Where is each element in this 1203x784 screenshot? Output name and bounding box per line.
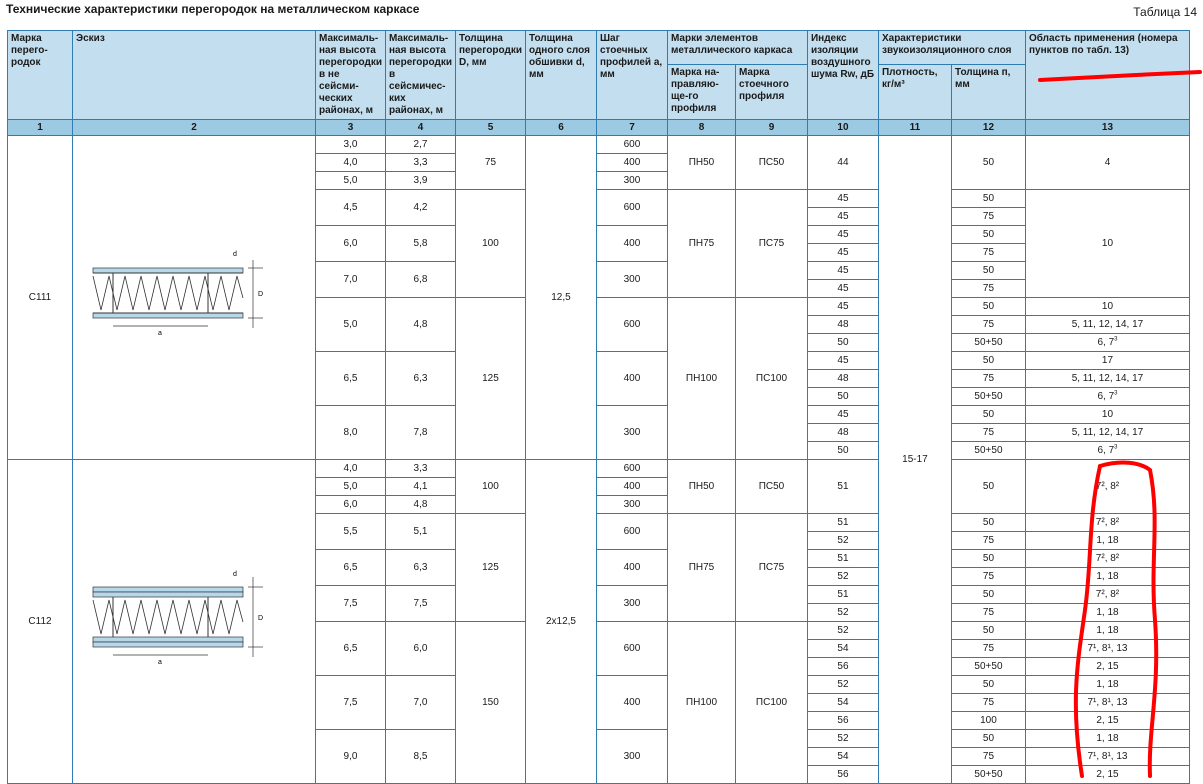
header-hmax-seismic: Максималь-ная высота перегородки в сейсмичес-ких районах, м bbox=[385, 31, 455, 120]
step-cell: 400 bbox=[596, 550, 667, 586]
layer-cell: 50 bbox=[951, 406, 1025, 424]
header-sheathing: Толщина одного слоя обшивки d, мм bbox=[525, 31, 596, 120]
hmax-cell: 9,0 bbox=[316, 730, 386, 784]
header-application: Область применения (номера пунктов по табл. 13) bbox=[1025, 31, 1189, 120]
layer-cell: 75 bbox=[951, 370, 1025, 388]
sketch-D-label: D bbox=[258, 614, 264, 622]
hmax-cell: 5,0 bbox=[316, 478, 386, 496]
rw-cell: 51 bbox=[807, 586, 878, 604]
rw-cell: 51 bbox=[807, 550, 878, 568]
header-sound-group: Характеристики звукоизоляционного слоя bbox=[878, 31, 1025, 65]
application-cell: 6, $7^3$ bbox=[1025, 388, 1189, 406]
guide-cell: ПН75 bbox=[667, 190, 735, 298]
hmax-s-cell: 3,3 bbox=[385, 154, 455, 172]
col-number: 4 bbox=[385, 120, 455, 136]
application-cell: 5, 11, 12, 14, 17 bbox=[1025, 316, 1189, 334]
mark-cell: С111 bbox=[8, 136, 73, 460]
application-cell: 7¹, 8¹, 13 bbox=[1025, 640, 1189, 658]
sketch-a-label: a bbox=[158, 658, 162, 666]
thickness-cell: 125 bbox=[455, 298, 525, 460]
sketch-a-label: a bbox=[158, 329, 162, 337]
col-number: 3 bbox=[316, 120, 386, 136]
stud-cell: ПС50 bbox=[735, 460, 807, 514]
layer-cell: 50+50 bbox=[951, 658, 1025, 676]
layer-cell: 75 bbox=[951, 640, 1025, 658]
application-cell: 2, 15 bbox=[1025, 766, 1189, 784]
hmax-s-cell: 4,8 bbox=[385, 298, 455, 352]
rw-cell: 54 bbox=[807, 694, 878, 712]
hmax-cell: 4,0 bbox=[316, 460, 386, 478]
rw-cell: 45 bbox=[807, 298, 878, 316]
thickness-cell: 125 bbox=[455, 514, 525, 622]
step-cell: 300 bbox=[596, 730, 667, 784]
hmax-cell: 7,0 bbox=[316, 262, 386, 298]
layer-cell: 75 bbox=[951, 316, 1025, 334]
hmax-cell: 6,0 bbox=[316, 226, 386, 262]
hmax-cell: 7,5 bbox=[316, 586, 386, 622]
sheathing-cell: 12,5 bbox=[525, 136, 596, 460]
hmax-cell: 5,5 bbox=[316, 514, 386, 550]
stud-cell: ПС100 bbox=[735, 298, 807, 460]
layer-cell: 50 bbox=[951, 586, 1025, 604]
hmax-s-cell: 5,8 bbox=[385, 226, 455, 262]
layer-cell: 75 bbox=[951, 244, 1025, 262]
step-cell: 300 bbox=[596, 586, 667, 622]
header-sketch: Эскиз bbox=[73, 31, 316, 120]
application-cell: 4 bbox=[1025, 136, 1189, 190]
application-cell: 7², 8² bbox=[1025, 460, 1189, 514]
hmax-s-cell: 7,8 bbox=[385, 406, 455, 460]
mark-cell: С112 bbox=[8, 460, 73, 784]
application-cell: 6, $7^3$ bbox=[1025, 334, 1189, 352]
guide-cell: ПН50 bbox=[667, 460, 735, 514]
col-number: 8 bbox=[667, 120, 735, 136]
step-cell: 600 bbox=[596, 136, 667, 154]
layer-cell: 50 bbox=[951, 352, 1025, 370]
rw-cell: 48 bbox=[807, 370, 878, 388]
application-cell: 2, 15 bbox=[1025, 658, 1189, 676]
layer-cell: 75 bbox=[951, 208, 1025, 226]
rw-cell: 52 bbox=[807, 676, 878, 694]
rw-cell: 56 bbox=[807, 712, 878, 730]
application-cell: 10 bbox=[1025, 406, 1189, 424]
rw-cell: 51 bbox=[807, 460, 878, 514]
application-cell: 5, 11, 12, 14, 17 bbox=[1025, 424, 1189, 442]
guide-cell: ПН75 bbox=[667, 514, 735, 622]
header-frame-group: Марки элементов металлического каркаса bbox=[667, 31, 807, 65]
step-cell: 300 bbox=[596, 172, 667, 190]
application-cell: 1, 18 bbox=[1025, 622, 1189, 640]
header-stud: Марка стоечного профиля bbox=[735, 65, 807, 120]
hmax-s-cell: 3,9 bbox=[385, 172, 455, 190]
hmax-s-cell: 7,5 bbox=[385, 586, 455, 622]
sketch-c112 bbox=[73, 460, 316, 784]
step-cell: 400 bbox=[596, 676, 667, 730]
guide-cell: ПН100 bbox=[667, 298, 735, 460]
application-cell: 10 bbox=[1025, 298, 1189, 316]
stud-cell: ПС100 bbox=[735, 622, 807, 784]
application-cell: 7², 8² bbox=[1025, 550, 1189, 568]
step-cell: 300 bbox=[596, 406, 667, 460]
application-cell: 5, 11, 12, 14, 17 bbox=[1025, 370, 1189, 388]
layer-cell: 50+50 bbox=[951, 388, 1025, 406]
stud-cell: ПС75 bbox=[735, 190, 807, 298]
guide-cell: ПН50 bbox=[667, 136, 735, 190]
table-label: Таблица 14 bbox=[1133, 5, 1197, 19]
partition-sketch-icon bbox=[73, 143, 315, 449]
rw-cell: 48 bbox=[807, 316, 878, 334]
sketch-c111 bbox=[73, 136, 316, 460]
layer-cell: 75 bbox=[951, 604, 1025, 622]
layer-cell: 75 bbox=[951, 748, 1025, 766]
hmax-s-cell: 7,0 bbox=[385, 676, 455, 730]
hmax-cell: 6,5 bbox=[316, 352, 386, 406]
rw-cell: 48 bbox=[807, 424, 878, 442]
hmax-cell: 5,0 bbox=[316, 172, 386, 190]
step-cell: 600 bbox=[596, 514, 667, 550]
col-number: 12 bbox=[951, 120, 1025, 136]
hmax-cell: 3,0 bbox=[316, 136, 386, 154]
hmax-cell: 6,5 bbox=[316, 622, 386, 676]
layer-cell: 50 bbox=[951, 460, 1025, 514]
layer-cell: 50 bbox=[951, 550, 1025, 568]
application-cell: 1, 18 bbox=[1025, 730, 1189, 748]
step-cell: 600 bbox=[596, 460, 667, 478]
header-rw: Индекс изоляции воздушного шума Rw, дБ bbox=[807, 31, 878, 120]
col-number: 13 bbox=[1025, 120, 1189, 136]
layer-cell: 50 bbox=[951, 622, 1025, 640]
thickness-cell: 100 bbox=[455, 460, 525, 514]
application-cell: 1, 18 bbox=[1025, 676, 1189, 694]
sketch-d-label: d bbox=[233, 570, 237, 578]
hmax-s-cell: 8,5 bbox=[385, 730, 455, 784]
rw-cell: 45 bbox=[807, 208, 878, 226]
layer-cell: 75 bbox=[951, 280, 1025, 298]
stud-cell: ПС50 bbox=[735, 136, 807, 190]
sketch-d-label: d bbox=[233, 250, 237, 258]
hmax-cell: 5,0 bbox=[316, 298, 386, 352]
header-thickness: Толщина перегородки D, мм bbox=[455, 31, 525, 120]
col-number: 7 bbox=[596, 120, 667, 136]
application-cell: 6, $7^3$ bbox=[1025, 442, 1189, 460]
hmax-s-cell: 4,8 bbox=[385, 496, 455, 514]
step-cell: 600 bbox=[596, 622, 667, 676]
table-title: Технические характеристики перегородок на металлическом каркасе bbox=[6, 2, 420, 16]
step-cell: 400 bbox=[596, 226, 667, 262]
col-number: 2 bbox=[73, 120, 316, 136]
rw-cell: 50 bbox=[807, 388, 878, 406]
header-layer-thickness: Толщина п, мм bbox=[951, 65, 1025, 120]
sketch-D-label: D bbox=[258, 290, 264, 298]
hmax-s-cell: 5,1 bbox=[385, 514, 455, 550]
rw-cell: 50 bbox=[807, 334, 878, 352]
application-cell: 17 bbox=[1025, 352, 1189, 370]
rw-cell: 45 bbox=[807, 190, 878, 208]
col-number: 9 bbox=[735, 120, 807, 136]
layer-cell: 50 bbox=[951, 298, 1025, 316]
rw-cell: 44 bbox=[807, 136, 878, 190]
rw-cell: 54 bbox=[807, 640, 878, 658]
step-cell: 600 bbox=[596, 298, 667, 352]
col-number: 1 bbox=[8, 120, 73, 136]
hmax-cell: 7,5 bbox=[316, 676, 386, 730]
application-cell: 7², 8² bbox=[1025, 586, 1189, 604]
hmax-cell: 6,5 bbox=[316, 550, 386, 586]
application-cell: 10 bbox=[1025, 190, 1189, 298]
guide-cell: ПН100 bbox=[667, 622, 735, 784]
rw-cell: 45 bbox=[807, 244, 878, 262]
rw-cell: 52 bbox=[807, 604, 878, 622]
thickness-cell: 75 bbox=[455, 136, 525, 190]
rw-cell: 52 bbox=[807, 730, 878, 748]
hmax-cell: 4,5 bbox=[316, 190, 386, 226]
rw-cell: 52 bbox=[807, 568, 878, 586]
application-cell: 7¹, 8¹, 13 bbox=[1025, 694, 1189, 712]
thickness-cell: 150 bbox=[455, 622, 525, 784]
hmax-s-cell: 6,3 bbox=[385, 352, 455, 406]
rw-cell: 45 bbox=[807, 226, 878, 244]
layer-cell: 50 bbox=[951, 514, 1025, 532]
rw-cell: 52 bbox=[807, 622, 878, 640]
hmax-cell: 6,0 bbox=[316, 496, 386, 514]
hmax-s-cell: 4,2 bbox=[385, 190, 455, 226]
header-density: Плотность, кг/м³ bbox=[878, 65, 951, 120]
rw-cell: 52 bbox=[807, 532, 878, 550]
hmax-s-cell: 6,3 bbox=[385, 550, 455, 586]
hmax-s-cell: 6,8 bbox=[385, 262, 455, 298]
application-cell: 7², 8² bbox=[1025, 514, 1189, 532]
application-cell: 2, 15 bbox=[1025, 712, 1189, 730]
sheathing-cell: 2х12,5 bbox=[525, 460, 596, 784]
step-cell: 300 bbox=[596, 496, 667, 514]
col-number: 6 bbox=[525, 120, 596, 136]
step-cell: 300 bbox=[596, 262, 667, 298]
layer-cell: 50 bbox=[951, 190, 1025, 208]
rw-cell: 54 bbox=[807, 748, 878, 766]
layer-cell: 75 bbox=[951, 424, 1025, 442]
density-cell: 15-17 bbox=[878, 136, 951, 784]
layer-cell: 50 bbox=[951, 676, 1025, 694]
step-cell: 400 bbox=[596, 478, 667, 496]
col-number: 11 bbox=[878, 120, 951, 136]
layer-cell: 50+50 bbox=[951, 442, 1025, 460]
partition-sketch-icon bbox=[73, 467, 315, 773]
col-number: 10 bbox=[807, 120, 878, 136]
layer-cell: 50 bbox=[951, 136, 1025, 190]
application-cell: 7¹, 8¹, 13 bbox=[1025, 748, 1189, 766]
rw-cell: 56 bbox=[807, 766, 878, 784]
rw-cell: 51 bbox=[807, 514, 878, 532]
layer-cell: 75 bbox=[951, 694, 1025, 712]
rw-cell: 50 bbox=[807, 442, 878, 460]
application-cell: 1, 18 bbox=[1025, 568, 1189, 586]
application-cell: 1, 18 bbox=[1025, 604, 1189, 622]
hmax-s-cell: 4,1 bbox=[385, 478, 455, 496]
thickness-cell: 100 bbox=[455, 190, 525, 298]
hmax-s-cell: 3,3 bbox=[385, 460, 455, 478]
hmax-cell: 4,0 bbox=[316, 154, 386, 172]
layer-cell: 75 bbox=[951, 568, 1025, 586]
layer-cell: 50 bbox=[951, 730, 1025, 748]
rw-cell: 45 bbox=[807, 280, 878, 298]
layer-cell: 75 bbox=[951, 532, 1025, 550]
header-hmax-nonseismic: Максималь-ная высота перегородки в не сейсми-ческих районах, м bbox=[316, 31, 386, 120]
col-number: 5 bbox=[455, 120, 525, 136]
hmax-s-cell: 6,0 bbox=[385, 622, 455, 676]
layer-cell: 50+50 bbox=[951, 334, 1025, 352]
rw-cell: 45 bbox=[807, 406, 878, 424]
stud-cell: ПС75 bbox=[735, 514, 807, 622]
layer-cell: 50 bbox=[951, 262, 1025, 280]
step-cell: 600 bbox=[596, 190, 667, 226]
step-cell: 400 bbox=[596, 352, 667, 406]
hmax-cell: 8,0 bbox=[316, 406, 386, 460]
layer-cell: 50 bbox=[951, 226, 1025, 244]
partition-table bbox=[7, 30, 1190, 784]
rw-cell: 45 bbox=[807, 352, 878, 370]
layer-cell: 100 bbox=[951, 712, 1025, 730]
hmax-s-cell: 2,7 bbox=[385, 136, 455, 154]
header-guide: Марка на-правляю-ще-го профиля bbox=[667, 65, 735, 120]
layer-cell: 50+50 bbox=[951, 766, 1025, 784]
header-mark: Марка перего-родок bbox=[8, 31, 73, 120]
header-step: Шаг стоечных профилей а, мм bbox=[596, 31, 667, 120]
application-cell: 1, 18 bbox=[1025, 532, 1189, 550]
rw-cell: 45 bbox=[807, 262, 878, 280]
rw-cell: 56 bbox=[807, 658, 878, 676]
step-cell: 400 bbox=[596, 154, 667, 172]
